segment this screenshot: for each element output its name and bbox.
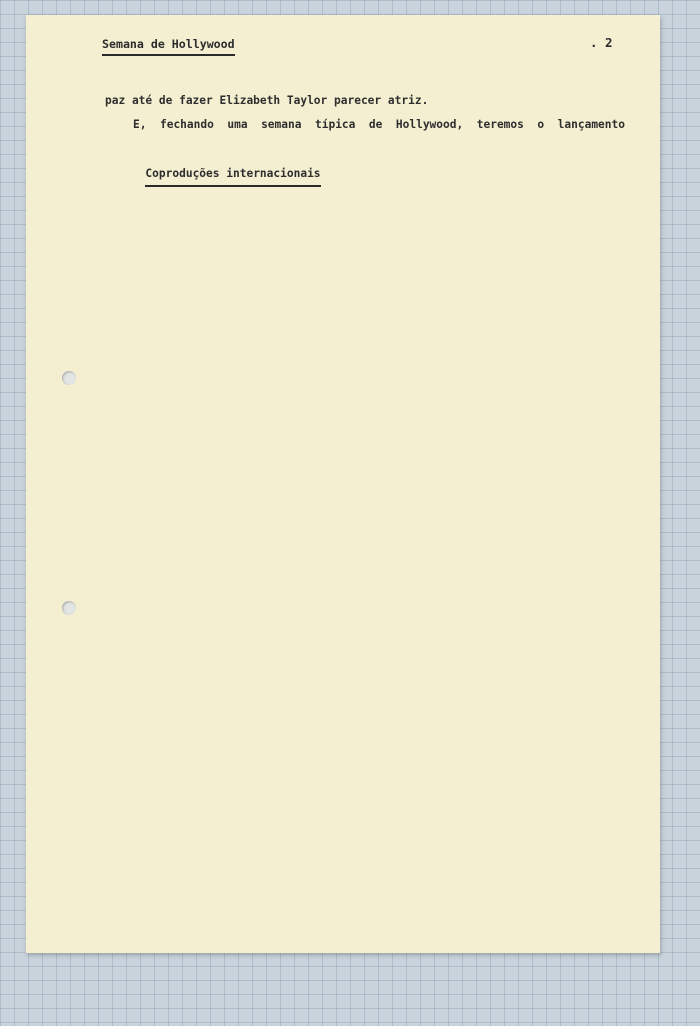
page-number: . 2 [590,35,613,50]
heading-row [105,137,625,180]
paragraph-1 [105,89,625,113]
text-segment: paz até de fazer Elizabeth Taylor parecer atriz. [105,94,429,107]
document-page [26,15,660,953]
body-text [105,89,625,181]
page-header-title: Semana de Hollywood [102,37,235,56]
punch-hole [62,371,76,385]
paragraph-2 [105,113,625,137]
section-heading: Coproduções internacionais [145,165,320,187]
text-segment: E, fechando uma semana típica de Hollywood, teremos o lançamento [133,118,625,132]
text-line [105,113,625,137]
text-line [105,89,625,113]
punch-hole [62,601,76,615]
